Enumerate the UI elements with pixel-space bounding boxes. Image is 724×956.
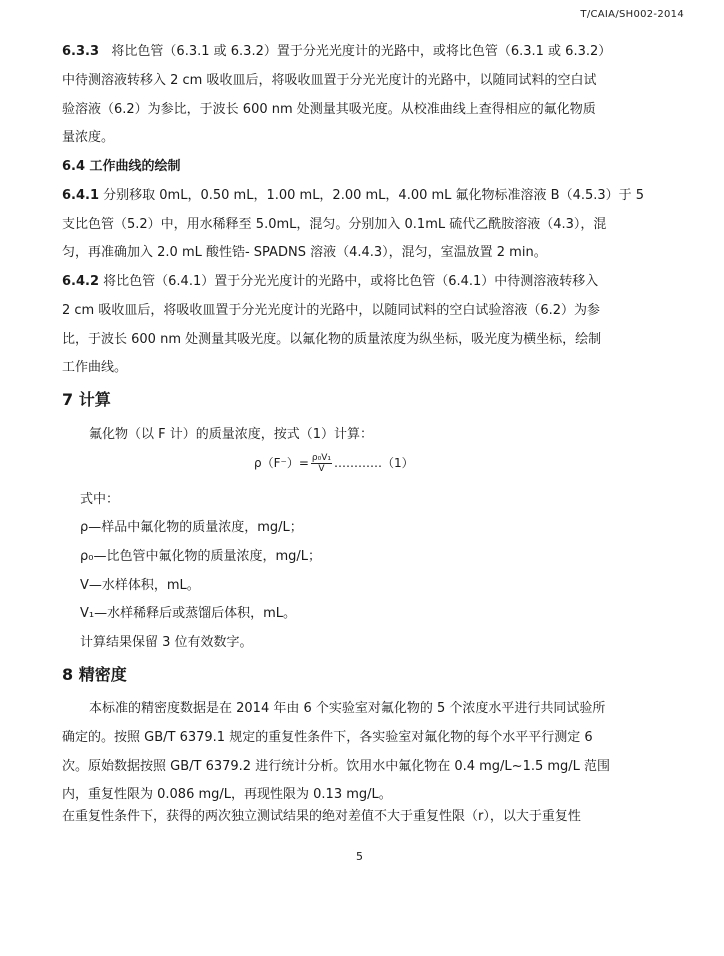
formula-1 — [254, 453, 414, 474]
s642-line-2: 2 cm 吸收皿后，将吸收皿置于分光光度计的光路中，以随同试料的空白试验溶液（6.2）为参 — [62, 303, 601, 318]
s7-def-v: V—水样体积，mL。 — [80, 578, 200, 593]
formula-fraction — [311, 453, 332, 474]
s7-heading: 7 计算 — [62, 390, 111, 409]
s633-line-2: 中待测溶液转移入 2 cm 吸收皿后，将吸收皿置于分光光度计的光路中，以随同试料的空白试 — [62, 73, 597, 88]
s64-heading: 6.4 工作曲线的绘制 — [62, 159, 181, 174]
s641-text-1: 分别移取 0mL，0.50 mL，1.00 mL，2.00 mL，4.00 mL 氟化物标准溶液 B（4.5.3）于 5 — [103, 188, 645, 203]
s7-where: 式中： — [80, 492, 120, 507]
formula-lhs: ρ（F⁻）= — [254, 456, 309, 470]
s641-number: 6.4.1 — [62, 188, 100, 203]
s642-line-3: 比，于波长 600 nm 处测量其吸光度。以氟化物的质量浓度为纵坐标，吸光度为横坐标，绘制 — [62, 332, 602, 347]
s633-line-1 — [62, 42, 662, 61]
s641-line-3: 匀，再准确加入 2.0 mL 酸性锆- SPADNS 溶液（4.4.3），混匀，室温放置 2 min。 — [62, 245, 547, 260]
s8-heading: 8 精密度 — [62, 665, 127, 684]
s633-line-3: 验溶液（6.2）为参比，于波长 600 nm 处测量其吸光度。从校准曲线上查得相应的氟化物质 — [62, 102, 596, 117]
s641-line-1 — [62, 186, 662, 205]
s642-number: 6.4.2 — [62, 274, 100, 289]
s633-line-4: 量浓度。 — [62, 130, 115, 145]
s7-intro: 氟化物（以 F 计）的质量浓度，按式（1）计算： — [89, 427, 374, 442]
s7-def-rho0: ρ₀—比色管中氟化物的质量浓度，mg/L； — [80, 549, 322, 564]
formula-denominator: V — [318, 464, 325, 474]
page-number: 5 — [356, 850, 363, 863]
s7-def-rho: ρ—样品中氟化物的质量浓度，mg/L； — [80, 520, 303, 535]
s7-rounding-note: 计算结果保留 3 位有效数字。 — [80, 635, 253, 650]
formula-number: …………（1） — [334, 456, 414, 470]
s641-line-2: 支比色管（5.2）中，用水稀释至 5.0mL，混匀。分别加入 0.1mL 硫代乙酰胺溶液（4.3），混 — [62, 217, 607, 232]
s8-line-3: 次。原始数据按照 GB/T 6379.2 进行统计分析。饮用水中氟化物在 0.4 mg/L~1.5 mg/L 范围 — [62, 759, 611, 774]
s642-text-1: 将比色管（6.4.1）置于分光光度计的光路中，或将比色管（6.4.1）中待测溶液转移入 — [103, 274, 599, 289]
document-code: T/CAIA/SH002-2014 — [580, 9, 684, 20]
s7-def-v1: V₁—水样稀释后或蒸馏后体积，mL。 — [80, 606, 297, 621]
formula-numerator: ρ₀V₁ — [311, 453, 332, 463]
s642-line-1 — [62, 272, 662, 291]
s633-number: 6.3.3 — [62, 44, 100, 59]
s642-line-4: 工作曲线。 — [62, 360, 128, 375]
s8-line-2: 确定的。按照 GB/T 6379.1 规定的重复性条件下，各实验室对氟化物的每个水平平行测定 6 — [62, 730, 593, 745]
s8-line-5: 在重复性条件下，获得的两次独立测试结果的绝对差值不大于重复性限（r），以大于重复性 — [62, 809, 581, 824]
s8-line-1: 本标准的精密度数据是在 2014 年由 6 个实验室对氟化物的 5 个浓度水平进行共同试验所 — [89, 701, 606, 716]
s633-text-1: 将比色管（6.3.1 或 6.3.2）置于分光光度计的光路中，或将比色管（6.3.1 或 6.3.2） — [111, 44, 612, 59]
s8-line-4: 内，重复性限为 0.086 mg/L，再现性限为 0.13 mg/L。 — [62, 787, 392, 802]
